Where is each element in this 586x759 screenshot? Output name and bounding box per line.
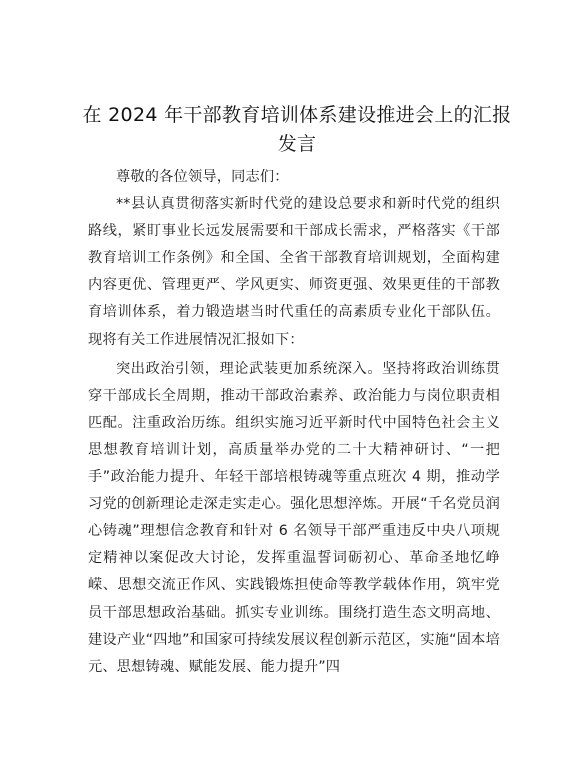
document-title: 在 2024 年干部教育培训体系建设推进会上的汇报发言 xyxy=(82,104,512,155)
paragraph-political-guidance: 突出政治引领，理论武装更加系统深入。坚持将政治训练贯穿干部成长全周期，推动干部政治素养、政治能力与岗位职责相匹配。注重政治历练。组织实施习近平新时代中国特色社会主义思想教育培训计划，高质量举办党的二十大精神研讨、“一把手”政治能力提升、年轻干部培根铸魂等重点班次 4 期，推动学习党的创新理论走深走实走心。强化思想淬炼。开展“千名党员润心铸魂”理想信念教育和针对 6 名领导干部严重违反中央八项规定精神以案促改大讨论，发挥重温誓词砺初心、革命圣地忆峥嵘、思想交流正作风、实践锻炼担使命等教学载体作用，筑牢党员干部思想政治基础。抓实专业训练。围绕打造生态文明高地、建设产业“四地”和国家可持续发展议程创新示范区，实施“固本培元、思想铸魂、赋能发展、能力提升”四 xyxy=(88,360,500,675)
salutation: 尊敬的各位领导，同志们： xyxy=(116,169,289,185)
document-body xyxy=(88,164,500,681)
paragraph-intro: **县认真贯彻落实新时代党的建设总要求和新时代党的组织路线，紧盯事业长远发展需要和干部成长需求，严格落实《干部教育培训工作条例》和全国、全省干部教育培训规划，全面构建内容更优、管理更严、学风更实、师资更强、效果更佳的干部教育培训体系，着力锻造堪当时代重任的高素质专业化干部队伍。现将有关工作进展情况汇报如下： xyxy=(88,196,500,348)
